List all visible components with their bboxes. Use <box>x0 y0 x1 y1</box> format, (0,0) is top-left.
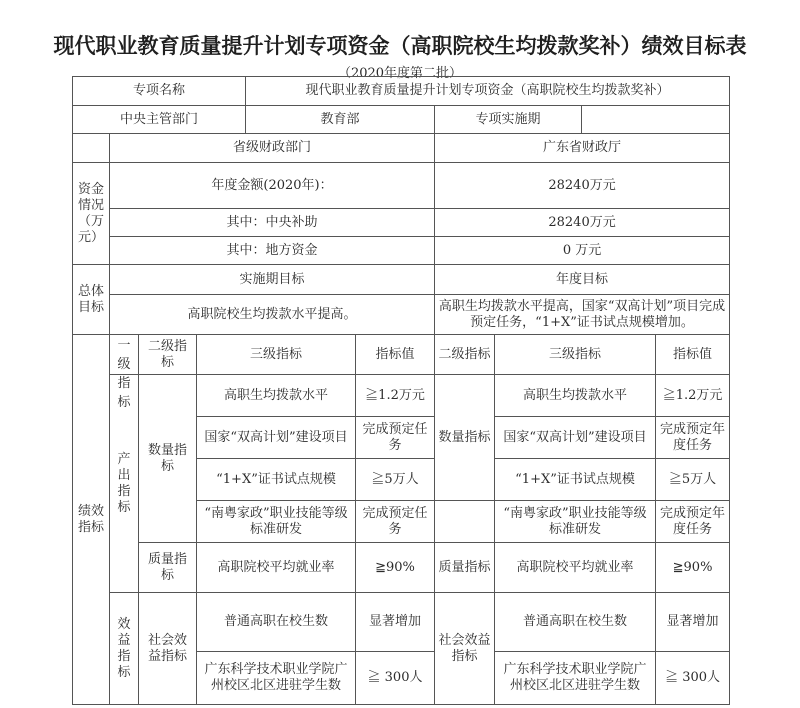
annual-value-cell: 显著增加 <box>656 593 730 652</box>
annual-value-cell: 完成预定年度任务 <box>656 417 730 459</box>
annual-value-cell: ≧90% <box>656 543 730 593</box>
level2-social-period: 社会效益指标 <box>139 593 197 705</box>
level3-cell-annual: 广东科学技术职业学院广州校区北区进驻学生数 <box>495 652 656 705</box>
indicator-header-row <box>73 335 730 375</box>
level3-header-annual: 三级指标 <box>495 335 656 375</box>
level3-cell: 高职院校平均就业率 <box>197 543 356 593</box>
central-dept-label: 中央主管部门 <box>73 106 246 134</box>
level3-cell-annual: 普通高职在校生数 <box>495 593 656 652</box>
local-funds-row <box>73 237 730 265</box>
level3-cell-annual: 高职院校平均就业率 <box>495 543 656 593</box>
period-value-cell: ≧ 300人 <box>356 652 435 705</box>
level3-cell-annual: “1+X”证书试点规模 <box>495 459 656 501</box>
central-subsidy-label: 其中：中央补助 <box>110 209 435 237</box>
period-value-cell: 完成预定任务 <box>356 417 435 459</box>
level3-cell: 国家“双高计划”建设项目 <box>197 417 356 459</box>
document-subtitle: （2020年度第二批） <box>337 66 463 81</box>
project-name-row <box>73 77 730 106</box>
funding-blank-cell <box>73 134 110 163</box>
annual-goal-header: 年度目标 <box>435 265 730 295</box>
indicators-section-label: 绩效指标 <box>73 335 110 705</box>
period-goal-text: 高职院校生均拨款水平提高。 <box>110 295 435 335</box>
level1-output: 产出指标 <box>110 375 139 593</box>
level3-header-period: 三级指标 <box>197 335 356 375</box>
period-value-cell: ≧1.2万元 <box>356 375 435 417</box>
central-dept-value: 教育部 <box>246 106 435 134</box>
level2-quantity-annual: 数量指标 <box>435 375 495 501</box>
annual-value-cell: ≧1.2万元 <box>656 375 730 417</box>
level3-cell: “南粤家政”职业技能等级标准研发 <box>197 501 356 543</box>
annual-value-cell: 完成预定年度任务 <box>656 501 730 543</box>
annual-amount-row <box>73 163 730 209</box>
provincial-dept-row <box>73 134 730 163</box>
level3-cell: 普通高职在校生数 <box>197 593 356 652</box>
period-label: 专项实施期 <box>435 106 582 134</box>
level1-header: 一级指标 <box>110 335 139 375</box>
value-header-annual: 指标值 <box>656 335 730 375</box>
level2-quality-period: 质量指标 <box>139 543 197 593</box>
level2-quality-annual: 质量指标 <box>435 543 495 593</box>
level2-header-annual: 二级指标 <box>435 335 495 375</box>
local-funds-value: 0 万元 <box>435 237 730 265</box>
period-value-cell: 完成预定任务 <box>356 501 435 543</box>
overall-goals-label: 总体目标 <box>73 265 110 335</box>
annual-value-cell: ≧ 300人 <box>656 652 730 705</box>
period-value-cell: ≧90% <box>356 543 435 593</box>
annual-goal-text: 高职生均拨款水平提高，国家“双高计划”项目完成预定任务，“1+X”证书试点规模增加。 <box>435 295 730 335</box>
period-value <box>582 106 730 134</box>
provincial-dept-value: 广东省财政厅 <box>435 134 730 163</box>
funding-section-label: 资金情况（万元） <box>73 163 110 265</box>
level3-cell-annual: 国家“双高计划”建设项目 <box>495 417 656 459</box>
document-title: 现代职业教育质量提升计划专项资金（高职院校生均拨款奖补）绩效目标表 <box>53 33 747 58</box>
central-subsidy-value: 28240万元 <box>435 209 730 237</box>
project-name-label: 专项名称 <box>73 77 246 106</box>
level3-cell: 高职生均拨款水平 <box>197 375 356 417</box>
period-goal-header: 实施期目标 <box>110 265 435 295</box>
level3-cell-annual: “南粤家政”职业技能等级标准研发 <box>495 501 656 543</box>
annual-amount-value: 28240万元 <box>435 163 730 209</box>
goal-header-row <box>73 265 730 295</box>
goal-text-row <box>73 295 730 335</box>
period-value-cell: 显著增加 <box>356 593 435 652</box>
level3-cell: “1+X”证书试点规模 <box>197 459 356 501</box>
period-value-cell: ≧5万人 <box>356 459 435 501</box>
performance-target-table <box>72 76 730 705</box>
level3-cell: 广东科学技术职业学院广州校区北区进驻学生数 <box>197 652 356 705</box>
value-header-period: 指标值 <box>356 335 435 375</box>
level2-blank-annual <box>435 501 495 543</box>
central-subsidy-row <box>73 209 730 237</box>
annual-amount-label: 年度金额(2020年)： <box>110 163 435 209</box>
annual-value-cell: ≧5万人 <box>656 459 730 501</box>
indicator-row <box>73 593 730 652</box>
level3-cell-annual: 高职生均拨款水平 <box>495 375 656 417</box>
level2-social-annual: 社会效益指标 <box>435 593 495 705</box>
project-name-value: 现代职业教育质量提升计划专项资金（高职院校生均拨款奖补） <box>246 77 730 106</box>
provincial-dept-label: 省级财政部门 <box>110 134 435 163</box>
local-funds-label: 其中：地方资金 <box>110 237 435 265</box>
indicator-row <box>73 543 730 593</box>
central-dept-row <box>73 106 730 134</box>
level2-header-period: 二级指标 <box>139 335 197 375</box>
level2-quantity-period: 数量指标 <box>139 375 197 543</box>
indicator-row <box>73 375 730 417</box>
level1-benefit: 效益指标 <box>110 593 139 705</box>
